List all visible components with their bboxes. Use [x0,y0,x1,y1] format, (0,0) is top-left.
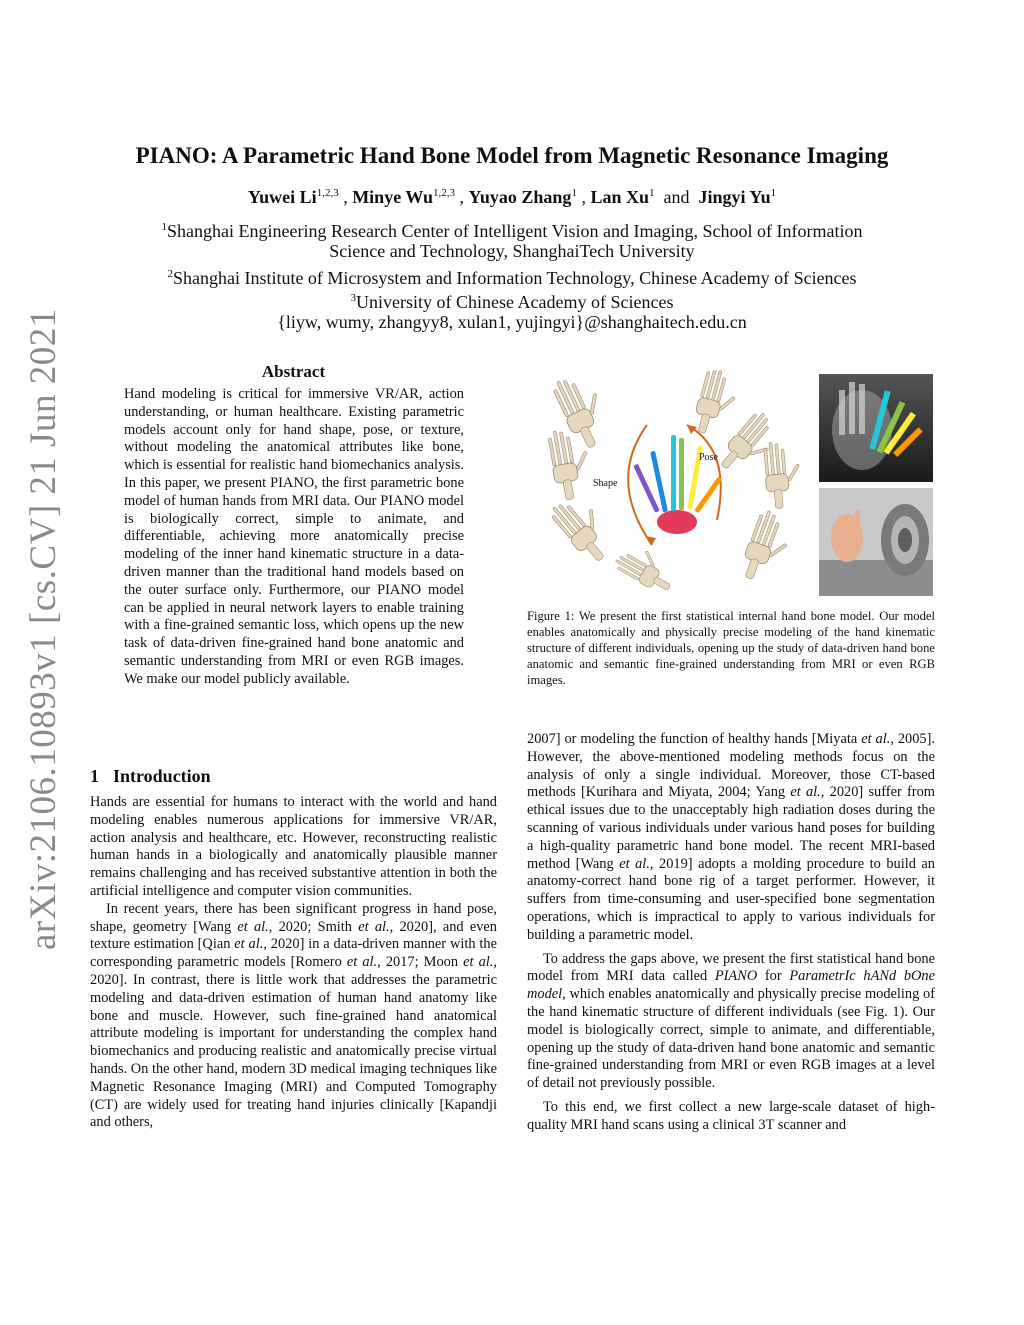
affiliation-number: 3 [350,292,357,304]
intro-paragraph-5: To this end, we first collect a new large-scale dataset of high-quality MRI hand scans using a clinical 3T scanner and [527,1098,935,1133]
shape-arrow-icon [628,425,652,545]
author-name: Yuyao Zhang [468,187,572,207]
author-affiliation-marker: 1 [571,187,577,199]
author-name: Minye Wu [352,187,434,207]
skeleton-hand-icon [612,540,679,597]
figure-1-caption: Figure 1: We present the first statistical internal hand bone model. Our model enables anatomically and physically precise modeling of the hand kinematic structure of different individuals, opening up the study of data-driven hand bone anatomic and semantic fine-grained understanding from MRI or even RGB images. [527,609,935,687]
skeleton-hand-icon [737,508,796,586]
author-name: Jingyi Yu [698,187,771,207]
figure-1-illustration [527,370,935,598]
section-title: Introduction [113,766,211,786]
author-emails: {liyw, wumy, zhangyy8, xulan1, yujingyi}@shanghaitech.edu.cn [277,312,747,332]
intro-paragraph-2: In recent years, there has been significant progress in hand pose, shape, geometry [Wang et al., 2020; Smith et al., 2020], and even texture estimation [Qian et al., 2020] in a data-driven manner with the corresponding parametric models [Romero et al., 2017; Moon et al., 2020]. In contrast, there is little work that addresses the parametric modeling and data-driven estimation of human hand anatomy like bone and muscle. However, such fine-grained hand anatomical attribute modeling is important for understanding the complex hand biomechanics and producing realistic and anatomically precise virtual hands. On the other hand, modern 3D medical imaging techniques like Magnetic Resonance Imaging (MRI) and Computed Tomography (CT) are widely used for treating hand injuries clinically [Kapandji and others, [90,900,498,1131]
affiliation-text: Science and Technology, ShanghaiTech University [329,241,695,261]
left-column-text [90,794,497,1132]
pose-label: Pose [699,452,718,463]
affiliation-text: University of Chinese Academy of Sciences [356,292,674,312]
author-list: Yuwei Li$^{1,2,3}$ , Minye Wu$^{1,2,3}$ , Yuyao Zhang$^1$ , Lan Xu$^1$ and Jingyi Yu$^1$ [247,187,777,207]
skeleton-hand-icon [691,370,742,439]
affiliation-line [110,239,914,263]
shape-label: Shape [593,478,618,489]
skeleton-hand-icon [550,370,616,452]
author-affiliation-marker: 1,2,3 [433,187,456,199]
abstract-body [124,386,464,689]
affiliation-number: 1 [161,221,168,233]
skeleton-hand-icon [547,489,620,566]
colored-bone-hand-icon [633,435,722,534]
right-column-text [527,731,935,1135]
arxiv-identifier: arXiv:2106.10893v1 [cs.CV] 21 Jun 2021 [23,308,64,950]
abstract-text: Hand modeling is critical for immersive VR/AR, action understanding, or human healthcare. Existing parametric models account only for hand shape, pose, or texture, without modeling the anatomical attributes like bone, which is essential for realistic hand biomechanics analysis. In this paper, we present PIANO, the first parametric bone model of human hands from MRI data. Our PIANO model is biologically correct, simple to animate, and differentiable, achieving more anatomically precise modeling of the inner hand kinematic structure in a data-driven manner than the traditional hand models based on the outer surface only. Furthermore, our PIANO model can be applied in neural network layers to enable training with a fine-grained semantic loss, which opens up the new task of data-driven fine-grained hand bone anatomic and semantic understanding from MRI or even RGB images. We make our model publicly available. [124,386,464,687]
author-affiliation-marker: 1,2,3 [316,187,339,199]
abstract-heading: Abstract [261,362,326,381]
author-affiliation-marker: 1 [770,187,777,199]
author-and: and [663,187,690,207]
affiliation-number: 2 [167,268,173,280]
mri-scan-image [819,374,933,482]
intro-paragraph-4: To address the gaps above, we present the first statistical hand bone model from MRI data called PIANO for ParametrIc hANd bOne model, which enables anatomically and physically precise modeling of the hand kinematic structure of different individuals (see Fig. 1). Our model is biologically correct, simple to animate, and differentiable, opening up the study of data-driven hand bone anatomic and semantic fine-grained understanding from MRI or even RGB images at a level of detail not previously possible. [527,950,935,1092]
affiliation-text: Shanghai Engineering Research Center of Intelligent Vision and Imaging, School of Information [167,221,863,241]
affiliation-text: Shanghai Institute of Microsystem and Information Technology, Chinese Academy of Sciences [172,268,857,288]
section-heading [90,766,211,787]
paper-title: PIANO: A Parametric Hand Bone Model from Magnetic Resonance Imaging [135,143,889,168]
skeleton-hand-icon [762,440,803,509]
author-affiliation-marker: 1 [648,187,655,199]
intro-paragraph-1: Hands are essential for humans to interact with the world and hand modeling enables numerous applications for immersive VR/AR, action analysis and healthcare, etc. However, reconstructing realistic human hands in a biologically and anatomically plausible manner remains challenging and has received substantive attention in both the artificial intelligence and computer vision communities. [90,794,497,899]
author-name: Yuwei Li [247,187,317,207]
intro-paragraph-3: 2007] or modeling the function of healthy hands [Miyata et al., 2005]. However, the above-mentioned modeling methods focus on the analysis of only a single individual. Moreover, those CT-based methods [Kurihara and Miyata, 2004; Yang et al., 2020] suffer from ethical issues due to the unacceptably high radiation doses during the scanning of various individuals under various hand poses for building a high-quality parametric hand bone model. The recent MRI-based method [Wang et al., 2019] adopts a molding procedure to build an anatomy-correct hand bone rig of a target performer. However, it suffers from time-consuming and user-specified bone segmentation operations, which is impractical to apply to various individuals for building a parametric model. [527,731,936,943]
rgb-photo-image [819,488,933,596]
section-number: 1 [90,766,99,786]
author-name: Lan Xu [590,187,649,207]
